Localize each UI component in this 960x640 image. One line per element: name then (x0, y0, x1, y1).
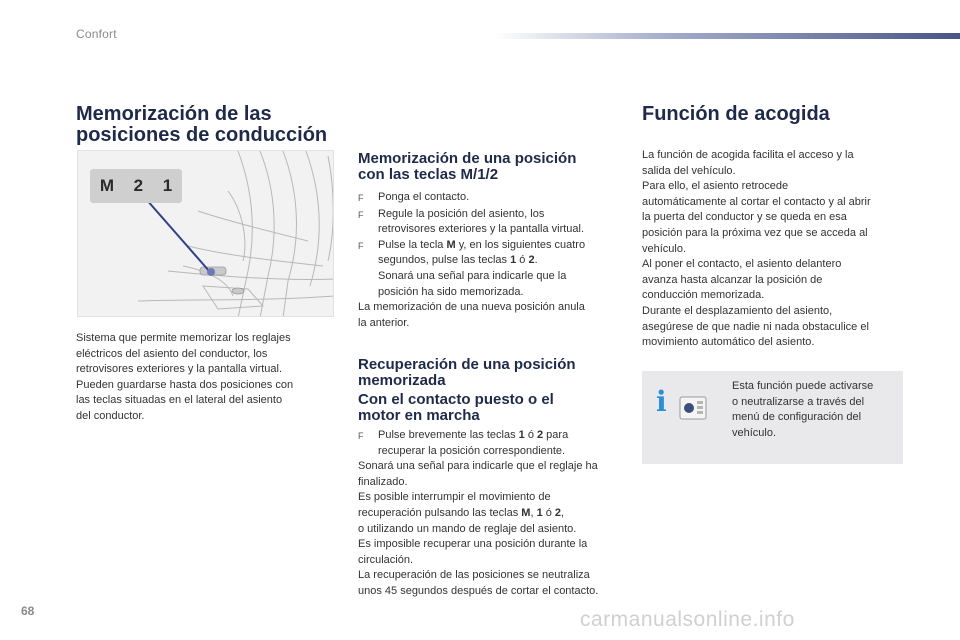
acogida-body: La función de acogida facilita el acceso y la salida del vehículo. Para ello, el asiento retrocede automáticamente al cortar el contacto y al abrir la puerta del conductor y se queda en esa posición para la próxima vez que se acceda al vehículo. Al poner el contacto, el asiento delantero avanza hasta alcanzar la posición de conducción memorizada. Durante el desplazamiento del asiento, asegúrese de que nadie ni nada obstaculice el movimiento automático del asiento. (642, 149, 871, 349)
recuperacion-body: F Pulse brevemente las teclas 1 ó 2 para recuperar la posición correspondiente. Sonará una señal para indicarle que el reglaje ha finalizado. Es posible interrumpir el movimiento de recuperación pulsando las teclas M, 1 ó 2, o utilizando un mando de reglaje del asiento. Es imposible recuperar una posición durante la circulación. La recuperación de las posiciones se neutraliza unos 45 segundos después de cortar el contacto. (358, 428, 628, 600)
page-number: 68 (21, 604, 35, 618)
touchscreen-menu-icon (678, 393, 708, 423)
memorizacion-steps: F Ponga el contacto. F Regule la posición del asiento, los retrovisores exteriores y la pantalla virtual. F Pulse la tecla M y, en los siguientes cuatro segundos, pulse las teclas 1 ó 2. Sonará una señal para indicarle que la posición ha sido memorizada. La memorización de una nueva posición anula la anterior. (358, 190, 623, 331)
memorizacion-description: Sistema que permite memorizar los reglajes eléctricos del asiento del conductor, los retrovisores exteriores y la pantalla virtual. Pueden guardarse hasta dos posiciones con las teclas situadas en el lateral del asiento del conductor. (76, 332, 294, 422)
section-title-acogida: Función de acogida (642, 103, 830, 125)
step-adjust: F Regule la posición del asiento, los retrovisores exteriores y la pantalla virtual. (358, 207, 623, 238)
section-title-memorizacion: Memorización de las posiciones de conducción (76, 103, 328, 146)
bullet-marker-icon: F (358, 193, 364, 203)
subtitle-recuperacion: Recuperación de una posición memorizada (358, 356, 576, 389)
bullet-marker-icon: F (358, 240, 364, 251)
header-bar (495, 33, 960, 39)
subtitle-contacto-puesto: Con el contacto puesto o el motor en marcha (358, 391, 554, 424)
step-press-keys: F Pulse la tecla M y, en los siguientes cuatro segundos, pulse las teclas 1 ó 2. Sonará una señal para indicarle que la posición ha sido memorizada. (358, 238, 623, 300)
watermark: carmanualsonline.info (580, 608, 795, 631)
memory-key-m: M (99, 176, 114, 195)
info-text: Esta función puede activarse o neutralizarse a través del menú de configuración del vehículo. (732, 380, 874, 439)
memory-button-panel (90, 169, 182, 203)
info-icon: i (656, 385, 667, 418)
seat-illustration (77, 150, 334, 317)
subtitle-memorizacion-teclas: Memorización de una posición con las teclas M/1/2 (358, 150, 577, 183)
memory-key-1: 1 (162, 176, 173, 195)
step-recall-press: F Pulse brevemente las teclas 1 ó 2 para recuperar la posición correspondiente. (358, 428, 628, 459)
info-box (642, 371, 903, 464)
step-ignition: F Ponga el contacto. (358, 190, 623, 207)
bullet-marker-icon: F (358, 209, 364, 220)
bullet-marker-icon: F (358, 431, 364, 441)
memory-key-2: 2 (133, 176, 144, 195)
section-label: Confort (76, 27, 117, 41)
